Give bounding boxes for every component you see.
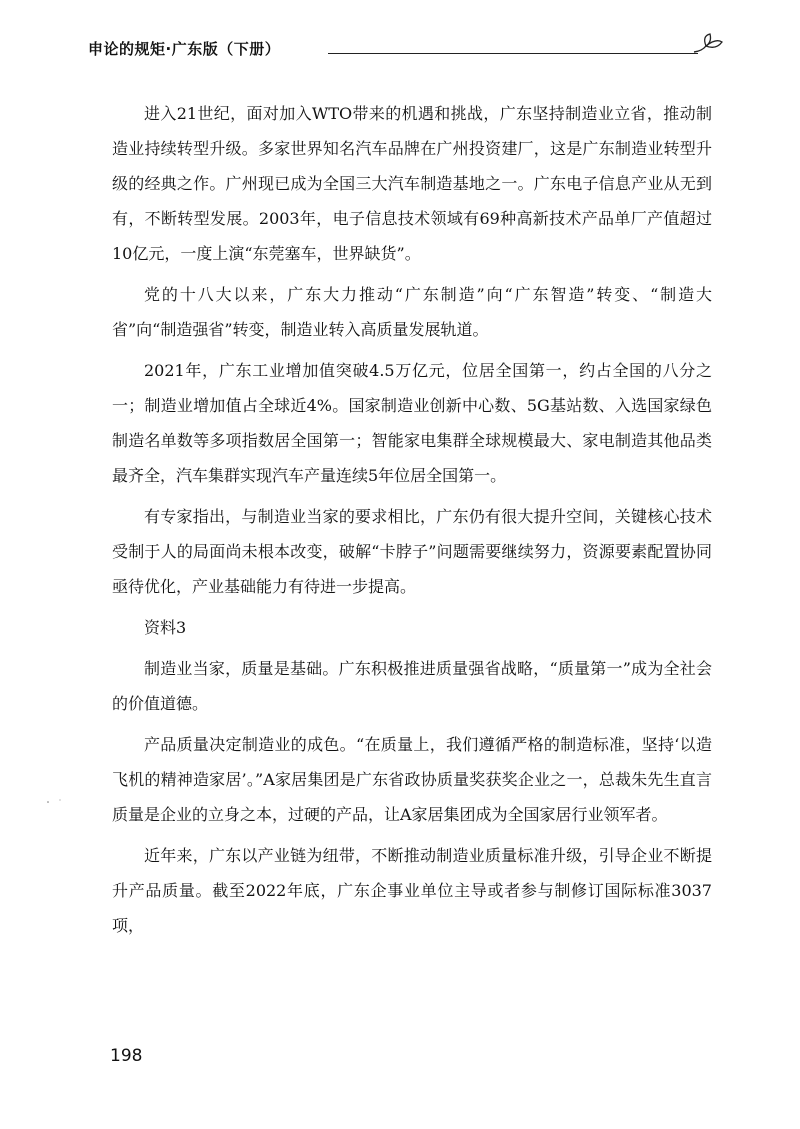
body-text <box>112 96 712 949</box>
paragraph: 党的十八大以来，广东大力推动“广东制造”向“广东智造”转变、“制造大省”向“制造强省”转变，制造业转入高质量发展轨道。 <box>112 285 712 339</box>
paragraph: 制造业当家，质量是基础。广东积极推进质量强省战略，“质量第一”成为全社会的价值道德。 <box>112 659 712 713</box>
section-label: 资料3 <box>144 618 187 637</box>
paragraph: 产品质量决定制造业的成色。“在质量上，我们遵循严格的制造标准，坚持‘以造飞机的精神造家居’。”A家居集团是广东省政协质量奖获奖企业之一，总裁朱先生直言质量是企业的立身之本，过硬的产品，让A家居集团成为全国家居行业领军者。 <box>112 735 712 824</box>
page-number: 198 <box>110 1046 143 1066</box>
header-title: 申论的规矩·广东版（下册） <box>88 40 281 58</box>
paragraph: 有专家指出，与制造业当家的要求相比，广东仍有很大提升空间，关键核心技术受制于人的局面尚未根本改变，破解“卡脖子”问题需要继续努力，资源要素配置协同亟待优化，产业基础能力有待进一步提高。 <box>112 507 712 596</box>
scan-speck <box>40 790 70 820</box>
paragraph: 2021年，广东工业增加值突破4.5万亿元，位居全国第一，约占全国的八分之一；制造业增加值占全球近4%。国家制造业创新中心数、5G基站数、入选国家绿色制造名单数等多项指数居全国第一；智能家电集群全球规模最大、家电制造其他品类最齐全，汽车集群实现汽车产量连续5年位居全国第一。 <box>112 361 712 485</box>
running-header <box>88 32 724 60</box>
header-rule <box>328 53 698 54</box>
paragraph: 近年来，广东以产业链为纽带，不断推动制造业质量标准升级，引导企业不断提升产品质量。截至2022年底，广东企事业单位主导或者参与制修订国际标准3037项， <box>112 846 712 935</box>
paragraph: 进入21世纪，面对加入WTO带来的机遇和挑战，广东坚持制造业立省，推动制造业持续转型升级。多家世界知名汽车品牌在广州投资建厂，这是广东制造业转型升级的经典之作。广州现已成为全国三大汽车制造基地之一。广东电子信息产业从无到有，不断转型发展。2003年，电子信息技术领域有69种高新技术产品单厂产值超过10亿元，一度上演“东莞塞车，世界缺货”。 <box>112 104 712 263</box>
sprout-icon <box>692 32 724 58</box>
